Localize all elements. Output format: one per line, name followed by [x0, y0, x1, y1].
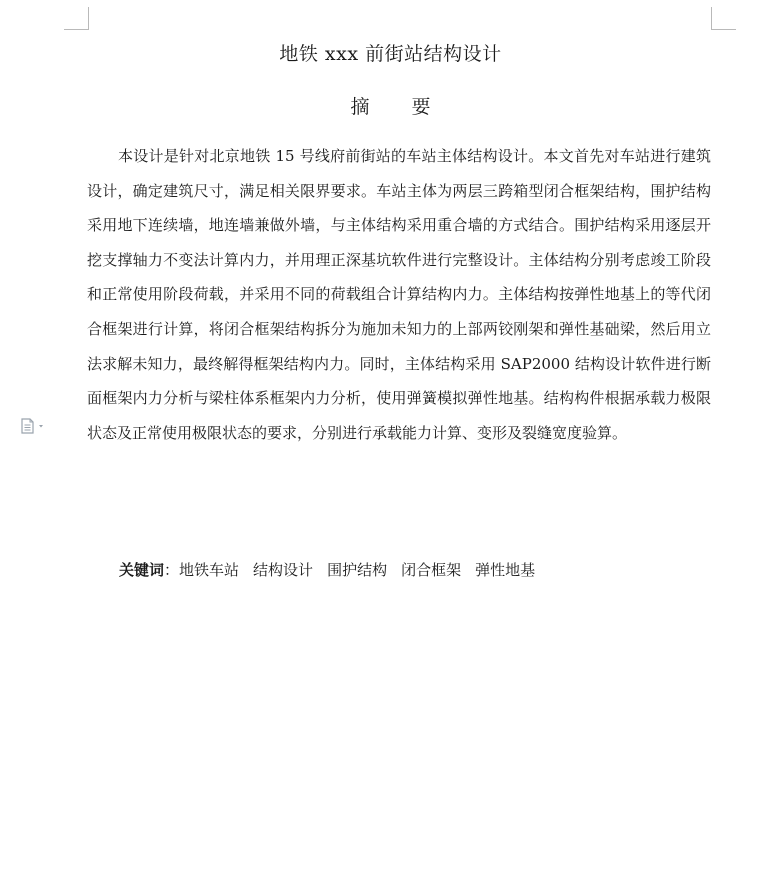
- abstract-heading: 摘 要: [350, 96, 449, 118]
- keywords-label: 关键词: [119, 561, 165, 579]
- document-options-icon[interactable]: [21, 418, 47, 434]
- page-corner-mark-top-left: [64, 7, 89, 30]
- keyword-item: 闭合框架: [401, 561, 462, 579]
- keyword-item: 结构设计: [253, 561, 314, 579]
- keywords-separator: ：: [164, 561, 180, 579]
- page-corner-mark-top-right: [711, 7, 736, 30]
- keyword-item: 地铁车站: [179, 561, 240, 579]
- keyword-item: 围护结构: [327, 561, 388, 579]
- document-title: 地铁 xxx 前街站结构设计: [279, 43, 502, 65]
- keywords-line: [119, 557, 549, 583]
- abstract-body: 本设计是针对北京地铁 15 号线府前街站的车站主体结构设计。本文首先对车站进行建筑设计，确定建筑尺寸，满足相关限界要求。车站主体为两层三跨箱型闭合框架结构，围护结构采用地下连续墙，地连墙兼做外墙，与主体结构采用重合墙的方式结合。围护结构采用逐层开挖支撑轴力不变法计算内力，并用理正深基坑软件进行完整设计。主体结构分别考虑竣工阶段和正常使用阶段荷载，并采用不同的荷载组合计算结构内力。主体结构按弹性地基上的等代闭合框架进行计算，将闭合框架结构拆分为施加未知力的上部两铰刚架和弹性基础梁，然后用立法求解未知力，最终解得框架结构内力。同时，主体结构采用 SAP2000 结构设计软件进行断面框架内力分析与梁柱体系框架内力分析，使用弹簧模拟弹性地基。结构构件根据承载力极限状态及正常使用极限状态的要求，分别进行承载能力计算、变形及裂缝宽度验算。: [87, 147, 711, 442]
- keyword-item: 弹性地基: [475, 561, 536, 579]
